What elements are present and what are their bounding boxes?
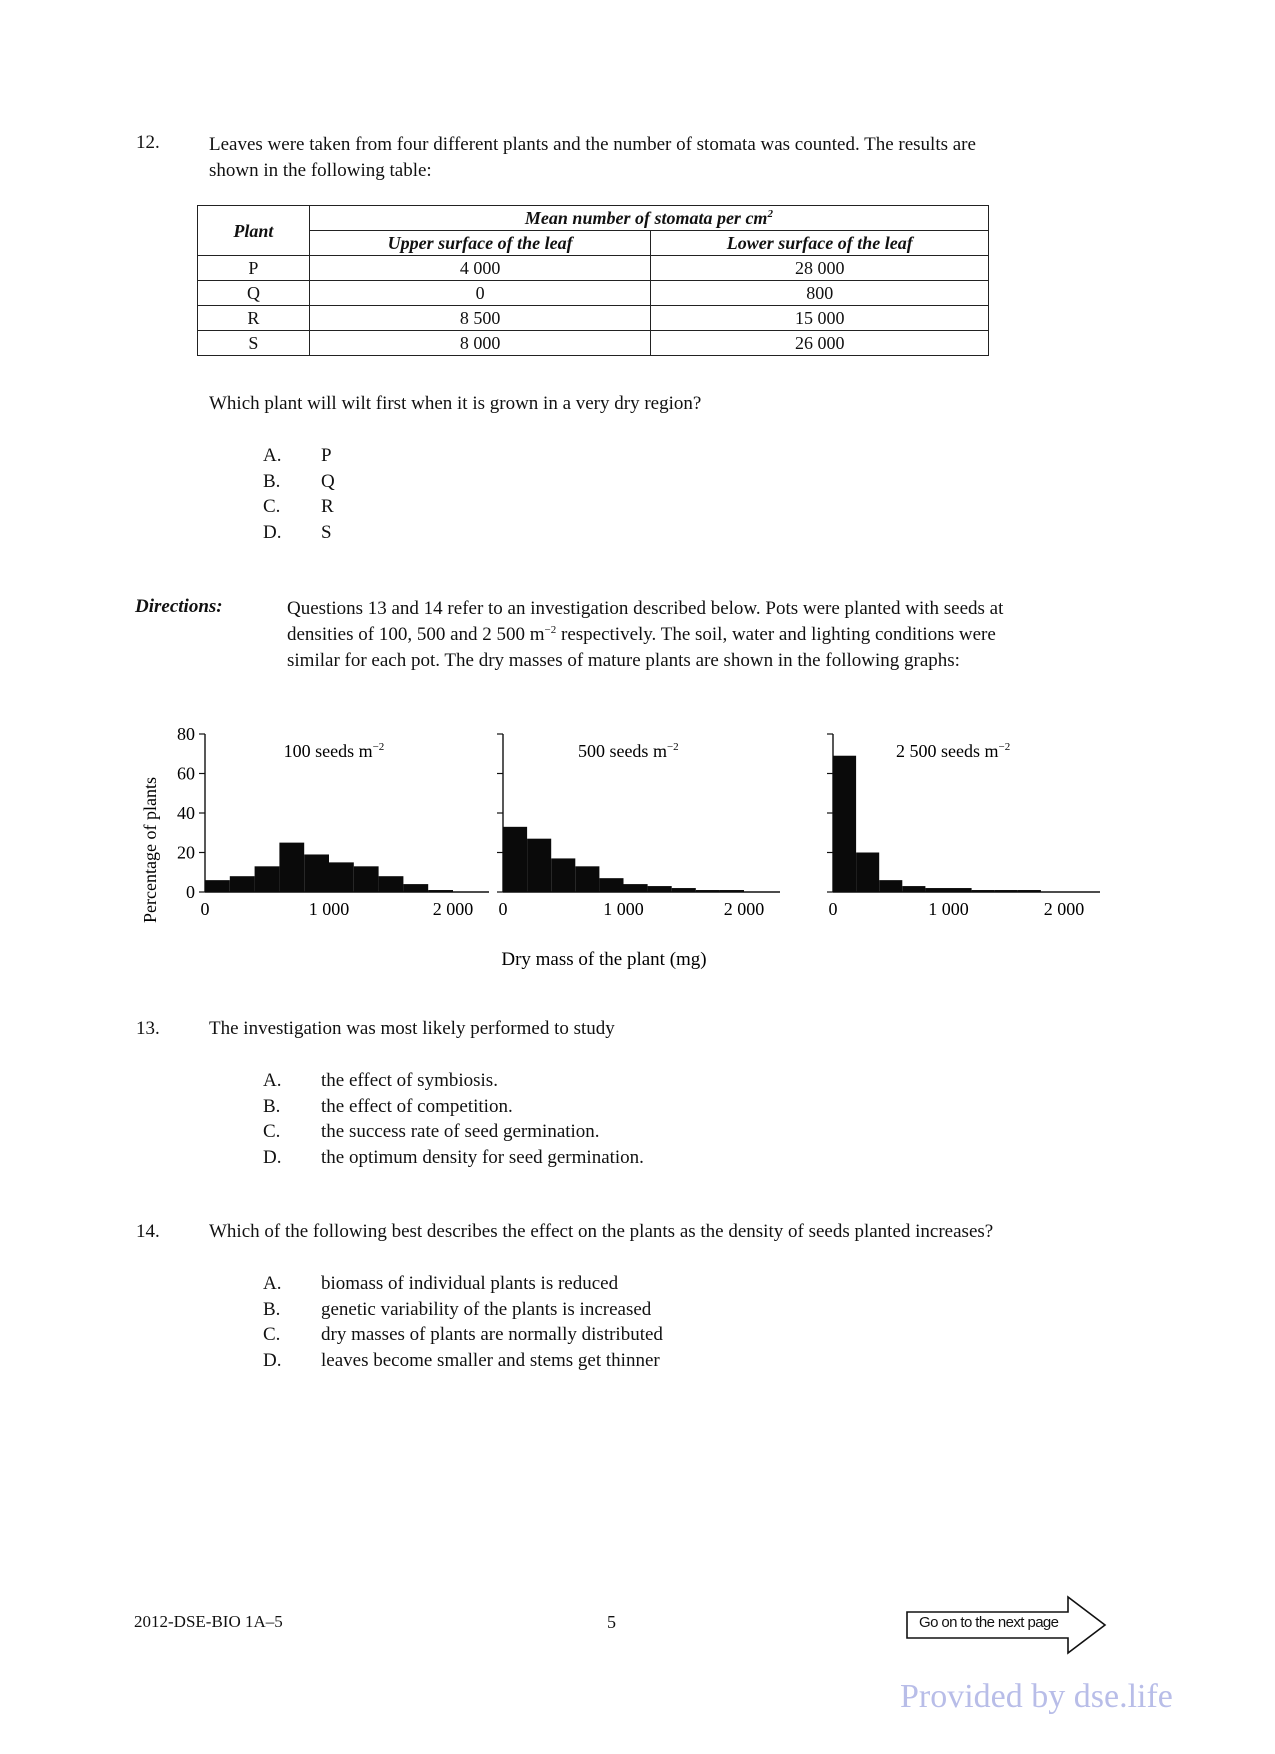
- directions-line3: similar for each pot. The dry masses of mature plants are shown in the following graphs:: [287, 650, 960, 671]
- table-header-upper: Upper surface of the leaf: [309, 231, 651, 256]
- option-b[interactable]: [263, 1297, 663, 1323]
- paper-code: 2012-DSE-BIO 1A–5: [134, 1612, 283, 1631]
- table-cell-upper: 8 500: [309, 306, 651, 331]
- option-letter: B.: [263, 1298, 281, 1320]
- histogram-bar: [527, 839, 551, 892]
- x-tick-label: 0: [828, 899, 838, 919]
- x-tick-label: 2 000: [1043, 899, 1085, 919]
- y-tick-label: 60: [177, 763, 195, 784]
- histogram-bar: [379, 876, 404, 892]
- x-tick-label: 1 000: [308, 899, 350, 919]
- table-row: [198, 306, 989, 331]
- histogram-bar: [575, 866, 599, 892]
- option-a[interactable]: [263, 443, 335, 469]
- option-letter: C.: [263, 496, 281, 517]
- histogram-bar: [879, 880, 902, 892]
- histogram-bar: [902, 886, 925, 892]
- histogram-bar: [672, 888, 696, 892]
- y-tick-label: 0: [186, 882, 195, 902]
- histogram-bar: [428, 890, 453, 892]
- option-letter: B.: [263, 470, 281, 492]
- table-cell-upper: 0: [309, 281, 651, 306]
- histogram-bar: [329, 862, 354, 892]
- question-14-options: [263, 1271, 663, 1373]
- x-tick-label: 0: [200, 899, 210, 919]
- y-tick-label: 40: [177, 803, 195, 823]
- x-axis-label: Dry mass of the plant (mg): [501, 949, 707, 970]
- histogram-bar: [995, 890, 1018, 892]
- option-a[interactable]: [263, 1068, 644, 1094]
- table-cell-plant: R: [198, 306, 310, 331]
- table-cell-plant: S: [198, 331, 310, 356]
- histogram-bar: [551, 858, 575, 892]
- chart-title: 2 500 seeds $m^{-2}$: [896, 741, 1011, 761]
- option-text: the optimum density for seed germination.: [321, 1146, 644, 1168]
- option-b[interactable]: [263, 1094, 644, 1120]
- chart-title: 100 seeds $m^{-2}$: [283, 741, 385, 761]
- histogram-bar: [230, 876, 255, 892]
- histogram-bar: [648, 886, 672, 892]
- option-letter: A.: [263, 445, 282, 466]
- dry-mass-histograms: [0, 700, 1275, 980]
- question-12-intro-line2: shown in the following table:: [209, 160, 432, 181]
- histogram-bar: [255, 866, 280, 892]
- question-12-number: 12.: [136, 132, 160, 153]
- table-cell-lower: 28 000: [651, 256, 989, 281]
- table-row: [198, 256, 989, 281]
- table-row: [198, 281, 989, 306]
- directions-label: Directions:: [135, 596, 223, 617]
- option-letter: A.: [263, 1273, 282, 1294]
- x-tick-label: 2 000: [723, 899, 765, 919]
- histogram-bar: [720, 890, 744, 892]
- histogram-bar: [503, 827, 527, 892]
- histogram-bar: [279, 843, 304, 892]
- question-13-text: The investigation was most likely performed to study: [209, 1018, 615, 1039]
- table-header-lower: Lower surface of the leaf: [651, 231, 989, 256]
- question-12-intro-line1: Leaves were taken from four different plants and the number of stomata was counted. The results are: [209, 134, 976, 155]
- histogram-bar: [972, 890, 995, 892]
- histogram-bar: [354, 866, 379, 892]
- option-letter: A.: [263, 1070, 282, 1091]
- histogram-bar: [1018, 890, 1041, 892]
- question-12-intro: [209, 132, 976, 184]
- next-page-button[interactable]: [905, 1595, 1110, 1655]
- directions-line1: Questions 13 and 14 refer to an investigation described below. Pots were planted with seeds at: [287, 598, 1004, 619]
- histogram-bar: [949, 888, 972, 892]
- stomata-table: [197, 205, 989, 356]
- option-text: leaves become smaller and stems get thinner: [321, 1349, 660, 1371]
- histogram-bar: [624, 884, 648, 892]
- option-c[interactable]: [263, 1322, 663, 1348]
- table-cell-lower: 26 000: [651, 331, 989, 356]
- option-letter: D.: [263, 521, 282, 543]
- directions-text: [287, 596, 1003, 674]
- histogram-bar: [833, 756, 856, 892]
- histogram-bar: [856, 853, 879, 893]
- question-12-text: Which plant will wilt first when it is grown in a very dry region?: [209, 393, 702, 414]
- x-tick-label: 0: [498, 899, 508, 919]
- table-cell-upper: 4 000: [309, 256, 651, 281]
- option-letter: D.: [263, 1146, 282, 1168]
- table-row: [198, 331, 989, 356]
- option-d[interactable]: [263, 1145, 644, 1171]
- option-d[interactable]: [263, 520, 335, 546]
- histogram-bar: [403, 884, 428, 892]
- histogram-bar: [696, 890, 720, 892]
- question-14-number: 14.: [136, 1221, 160, 1242]
- next-page-label: Go on to the next page: [919, 1614, 1059, 1631]
- option-text: the success rate of seed germination.: [321, 1121, 600, 1142]
- y-tick-label: 80: [177, 724, 195, 744]
- option-c[interactable]: [263, 494, 335, 520]
- y-axis-label: Percentage of plants: [140, 777, 160, 923]
- option-letter: D.: [263, 1349, 282, 1371]
- table-header-group: Mean number of stomata per $cm^2$: [309, 206, 988, 231]
- option-letter: C.: [263, 1121, 281, 1142]
- question-12-options: [263, 443, 335, 545]
- histogram-bar: [925, 888, 948, 892]
- table-cell-upper: 8 000: [309, 331, 651, 356]
- x-tick-label: 2 000: [432, 899, 474, 919]
- option-c[interactable]: [263, 1119, 644, 1145]
- histogram-bar: [304, 854, 329, 892]
- option-letter: C.: [263, 1324, 281, 1345]
- option-text: R: [321, 496, 334, 517]
- chart-title: 500 seeds $m^{-2}$: [577, 741, 679, 761]
- question-13-number: 13.: [136, 1018, 160, 1039]
- option-d[interactable]: [263, 1348, 663, 1374]
- table-cell-lower: 800: [651, 281, 989, 306]
- histogram-bar: [599, 878, 623, 892]
- option-text: P: [321, 445, 332, 466]
- option-text: dry masses of plants are normally distributed: [321, 1324, 663, 1345]
- question-13-options: [263, 1068, 644, 1170]
- watermark: Provided by dse.life: [900, 1678, 1173, 1715]
- x-tick-label: 1 000: [603, 899, 644, 919]
- x-tick-label: 1 000: [928, 899, 969, 919]
- table-cell-lower: 15 000: [651, 306, 989, 331]
- option-text: genetic variability of the plants is increased: [321, 1298, 652, 1320]
- option-text: the effect of symbiosis.: [321, 1070, 498, 1091]
- option-text: biomass of individual plants is reduced: [321, 1273, 619, 1294]
- option-text: S: [321, 521, 332, 543]
- table-cell-plant: Q: [198, 281, 310, 306]
- question-14-text: Which of the following best describes the effect on the plants as the density of seeds planted increases?: [209, 1221, 994, 1242]
- directions-line2: densities of 100, 500 and 2 500 $m^{-2}$ respectively. The soil, water and lighting conditions were: [287, 624, 996, 645]
- option-letter: B.: [263, 1095, 281, 1117]
- option-text: the effect of competition.: [321, 1095, 513, 1117]
- option-a[interactable]: [263, 1271, 663, 1297]
- option-b[interactable]: [263, 469, 335, 495]
- table-cell-plant: P: [198, 256, 310, 281]
- option-text: Q: [321, 470, 335, 492]
- table-header-plant: Plant: [198, 206, 310, 256]
- page-number: 5: [607, 1612, 616, 1632]
- histogram-bar: [205, 880, 230, 892]
- y-tick-label: 20: [177, 842, 195, 863]
